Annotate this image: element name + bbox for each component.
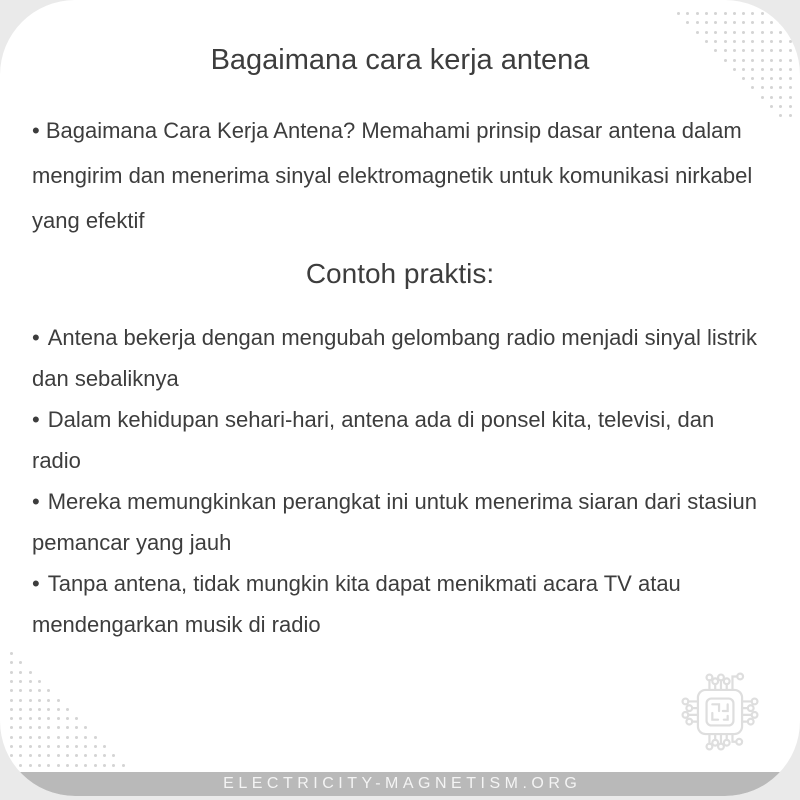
list-item	[32, 317, 768, 399]
bullet-list	[32, 317, 768, 645]
section-heading: Contoh praktis:	[305, 258, 495, 289]
list-item	[32, 563, 768, 645]
list-item	[32, 399, 768, 481]
intro-text: • Bagaimana Cara Kerja Antena? Memahami prinsip dasar antena dalam mengirim dan menerima sinyal elektromagnetik untuk komunikasi nirkabel yang efektif	[32, 118, 753, 233]
list-item-text: Antena bekerja dengan mengubah gelombang radio menjadi sinyal listrik dan sebaliknya	[32, 325, 758, 391]
bullet-marker: •	[32, 489, 40, 514]
website-url: ELECTRICITY-MAGNETISM.ORG	[223, 775, 582, 792]
list-item	[32, 481, 768, 563]
bullet-marker: •	[32, 407, 40, 432]
circuit-chip-icon	[672, 664, 768, 760]
bullet-marker: •	[32, 325, 40, 350]
bullet-marker: •	[32, 571, 40, 596]
list-item-text: Dalam kehidupan sehari-hari, antena ada di ponsel kita, televisi, dan radio	[32, 407, 715, 473]
footer-bar	[0, 772, 800, 796]
page-title: Bagaimana cara kerja antena	[210, 44, 590, 76]
list-item-text: Tanpa antena, tidak mungkin kita dapat menikmati acara TV atau mendengarkan musik di radio	[32, 571, 681, 637]
list-item-text: Mereka memungkinkan perangkat ini untuk menerima siaran dari stasiun pemancar yang jauh	[32, 489, 757, 555]
